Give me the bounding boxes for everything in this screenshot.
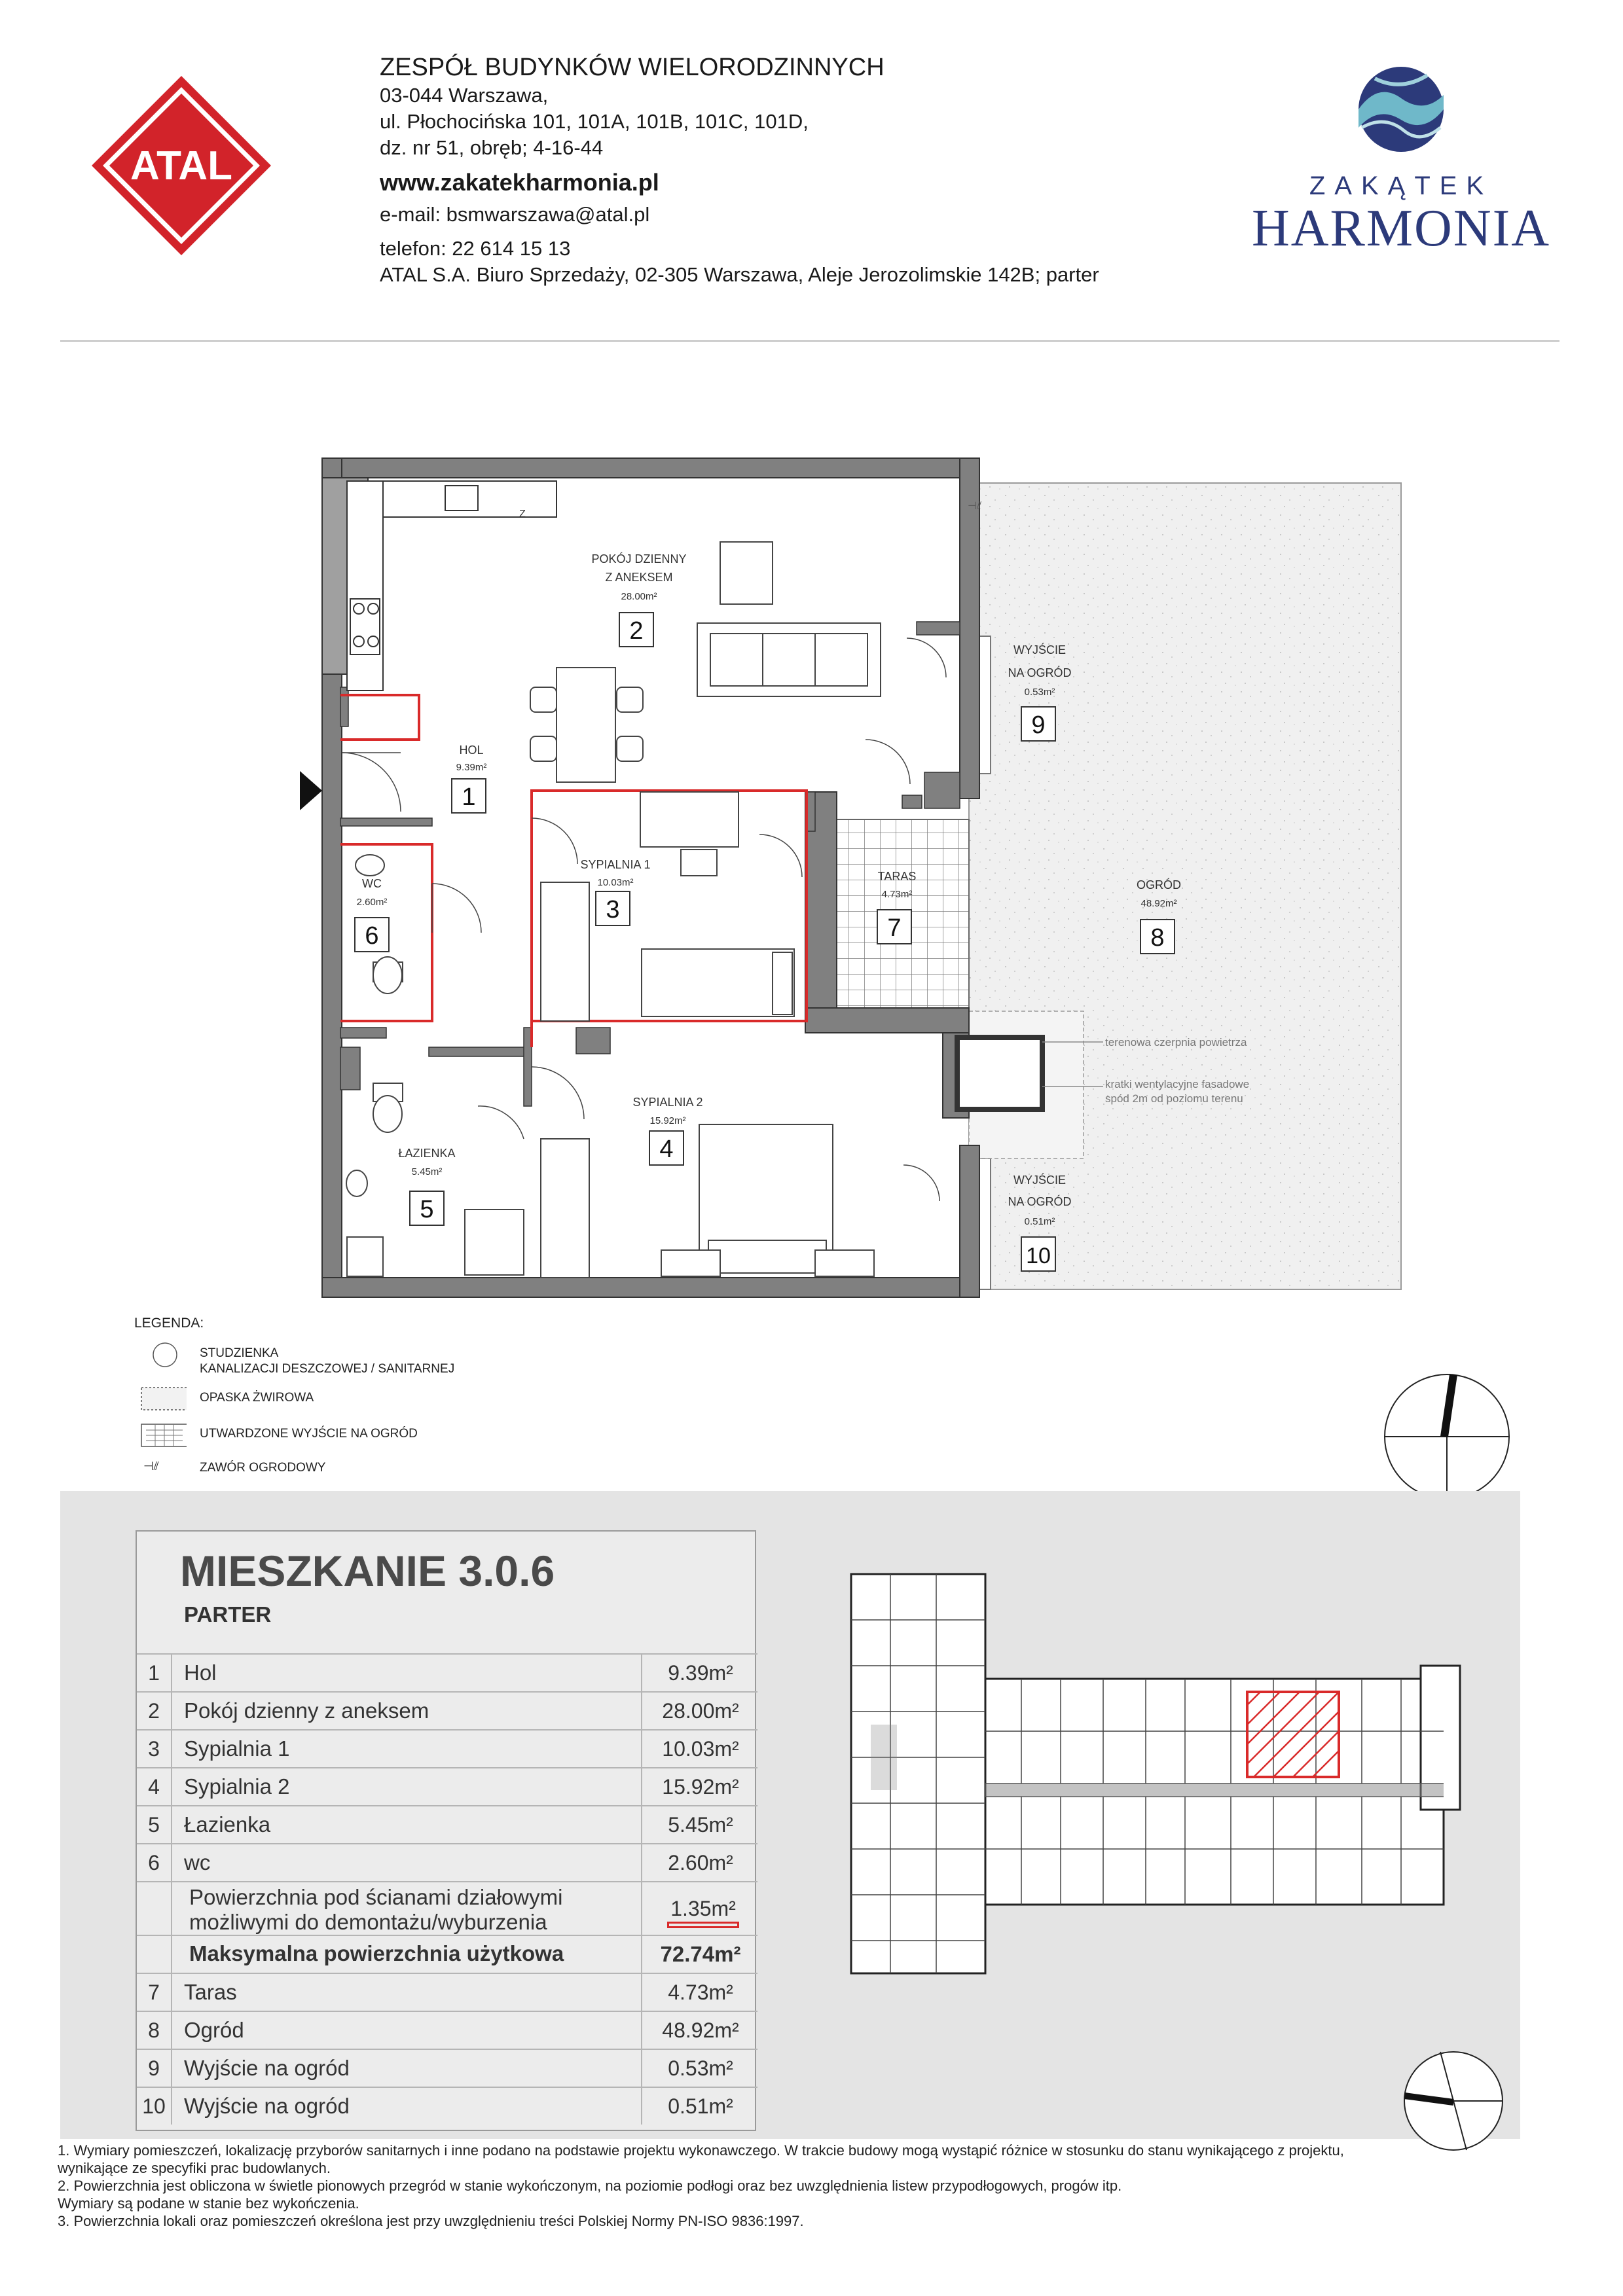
room-9-number: 9 <box>1031 711 1046 739</box>
table-row: 10 Wyjście na ogród 0.51m² <box>137 2087 757 2125</box>
air-intake-note: terenowa czerpnia powietrza <box>1105 1036 1247 1049</box>
harmonia-logo-bottom: HARMONIA <box>1252 200 1550 257</box>
legend-gravel: OPASKA ŻWIROWA <box>200 1391 314 1405</box>
compass-icon <box>1381 1371 1512 1502</box>
room-9-name: WYJŚCIE <box>1013 643 1067 656</box>
footnote-3: 3. Powierzchnia lokali oraz pomieszczeń określona jest przy uwzględnieniu treści Polskiej Normy PN-ISO 9836:1997. <box>58 2213 804 2229</box>
sofa-set <box>697 542 881 696</box>
header-address-3: dz. nr 51, obręb; 4-16-44 <box>380 136 604 159</box>
room-3-number: 3 <box>606 896 620 924</box>
room-1-name: HOL <box>459 744 484 757</box>
vent-note-2: spód 2m od poziomu terenu <box>1105 1092 1243 1105</box>
legend-symbols <box>134 1340 187 1465</box>
legend-manhole-1: STUDZIENKA <box>200 1346 279 1360</box>
header-info <box>380 52 1231 301</box>
apartment-title: MIESZKANIE 3.0.6 <box>180 1547 555 1595</box>
room-10-name2: NA OGRÓD <box>1008 1195 1072 1208</box>
room-6-name: WC <box>362 877 382 890</box>
table-row: 8 Ogród 48.92m² <box>137 2011 757 2049</box>
gravel-icon <box>141 1388 187 1410</box>
removable-label-1: Powierzchnia pod ścianami działowymi <box>189 1885 563 1909</box>
room-7-area: 4.73m² <box>881 889 913 900</box>
floor-label: PARTER <box>184 1602 272 1626</box>
harmonia-logo <box>1244 62 1558 265</box>
atal-logo <box>86 71 276 260</box>
room-9-name2: NA OGRÓD <box>1008 666 1072 679</box>
footnote-1a: 1. Wymiary pomieszczeń, lokalizację przyborów sanitarnych i inne podano na podstawie projektu wykonawczego. W trakcie budowy mogą wystąpić różnice w stosunku do stanu wynikającego z projektu, <box>58 2142 1344 2159</box>
max-area-label: Maksymalna powierzchnia użytkowa <box>189 1941 564 1965</box>
room-6-area: 2.60m² <box>356 897 388 908</box>
room-1-area: 9.39m² <box>456 762 487 773</box>
removable-walls-row <box>137 1881 757 1935</box>
room-4-number: 4 <box>659 1136 674 1163</box>
website-link[interactable]: www.zakatekharmonia.pl <box>380 169 659 196</box>
table-row: 5 Łazienka 5.45m² <box>137 1805 757 1843</box>
table-row: 3 Sypialnia 1 10.03m² <box>137 1729 757 1767</box>
room-7-number: 7 <box>887 914 902 942</box>
room-9-area: 0.53m² <box>1024 687 1055 698</box>
room-8-number: 8 <box>1150 924 1165 952</box>
room-2-name: POKÓJ DZIENNY <box>591 552 687 565</box>
room-8-area: 48.92m² <box>1140 898 1177 909</box>
bedroom1-furniture <box>541 792 794 1021</box>
room-2-number: 2 <box>629 617 644 645</box>
legend-valve-icon: ⊣⫽ <box>143 1460 159 1473</box>
sales-office-text: ATAL S.A. Biuro Sprzedaży, 02-305 Warszawa, Aleje Jerozolimskie 142B; parter <box>380 263 1099 286</box>
room-10-area: 0.51m² <box>1024 1216 1055 1227</box>
legend-valve: ZAWÓR OGRODOWY <box>200 1461 326 1475</box>
room-4-name: SYPIALNIA 2 <box>632 1096 703 1109</box>
footnotes <box>58 2142 1563 2230</box>
header-divider <box>60 340 1559 342</box>
harmonia-logo-top: ZAKĄTEK <box>1309 171 1493 200</box>
atal-logo-text: ATAL <box>130 143 233 188</box>
removable-swatch <box>667 1922 739 1928</box>
removable-area: 1.35m² <box>670 1897 736 1920</box>
table-row: 1 Hol 9.39m² <box>137 1653 757 1691</box>
legend-manhole-2: KANALIZACJI DESZCZOWEJ / SANITARNEJ <box>200 1362 455 1376</box>
room-1-number: 1 <box>462 783 476 811</box>
room-8-name: OGRÓD <box>1136 878 1182 891</box>
dining-set <box>530 668 643 782</box>
email-text[interactable]: e-mail: bsmwarszawa@atal.pl <box>380 203 650 226</box>
garden-valve-icon: ⊣⫽ <box>968 501 982 512</box>
room-7-name: TARAS <box>877 870 917 883</box>
footnote-1b: wynikające ze specyfiki prac budowlanych. <box>58 2160 331 2176</box>
max-area-value: 72.74m² <box>641 1936 759 1973</box>
table-row: 4 Sypialnia 2 15.92m² <box>137 1767 757 1805</box>
fridge-mark: Z <box>519 509 526 520</box>
room-2-area: 28.00m² <box>621 591 657 602</box>
table-row: 9 Wyjście na ogród 0.53m² <box>137 2049 757 2087</box>
legend <box>134 1316 593 1473</box>
room-10-number: 10 <box>1026 1244 1051 1268</box>
table-row: 2 Pokój dzienny z aneksem 28.00m² <box>137 1691 757 1729</box>
room-5-area: 5.45m² <box>411 1166 443 1177</box>
garden-area <box>969 483 1401 1289</box>
compass-icon-2 <box>1401 2049 1506 2153</box>
removable-label-2: możliwymi do demontażu/wyburzenia <box>189 1910 547 1934</box>
floor-plan <box>262 439 1414 1316</box>
room-2-name2: Z ANEKSEM <box>605 571 673 584</box>
room-6-number: 6 <box>365 922 379 950</box>
room-5-number: 5 <box>420 1196 434 1223</box>
footnote-2b: Wymiary są podane w stanie bez wykończenia. <box>58 2195 359 2212</box>
room-3-name: SYPIALNIA 1 <box>580 858 651 871</box>
phone-text: telefon: 22 614 15 13 <box>380 237 571 260</box>
bedroom2-furniture <box>541 1124 874 1278</box>
room-4-area: 15.92m² <box>649 1115 686 1126</box>
header-address-1: 03-044 Warszawa, <box>380 84 549 107</box>
entrance-arrow-icon <box>300 771 322 810</box>
footnote-2a: 2. Powierzchnia jest obliczona w świetle pionowych przegród w stanie wykończonym, na poziomie podłogi oraz bez uwzględnienia listew przypodłogowych, progów itp. <box>58 2178 1122 2194</box>
max-area-row <box>137 1935 757 1973</box>
room-10-name: WYJŚCIE <box>1013 1174 1067 1187</box>
building-key-plan <box>845 1561 1473 1980</box>
header-title: ZESPÓŁ BUDYNKÓW WIELORODZINNYCH <box>380 54 884 81</box>
room-5-name: ŁAZIENKA <box>398 1147 456 1160</box>
manhole-icon <box>153 1343 177 1367</box>
header-address-2: ul. Płochocińska 101, 101A, 101B, 101C, 101D, <box>380 110 809 133</box>
vent-note-1: kratki wentylacyjne fasadowe <box>1105 1078 1250 1090</box>
apartment-table <box>136 1530 756 2131</box>
vent-shaft <box>957 1037 1042 1109</box>
legend-title: LEGENDA: <box>134 1316 204 1331</box>
legend-hardened-exit: UTWARDZONE WYJŚCIE NA OGRÓD <box>200 1427 418 1441</box>
table-row: 7 Taras 4.73m² <box>137 1973 757 2011</box>
table-row: 6 wc 2.60m² <box>137 1843 757 1881</box>
room-3-area: 10.03m² <box>597 877 634 888</box>
